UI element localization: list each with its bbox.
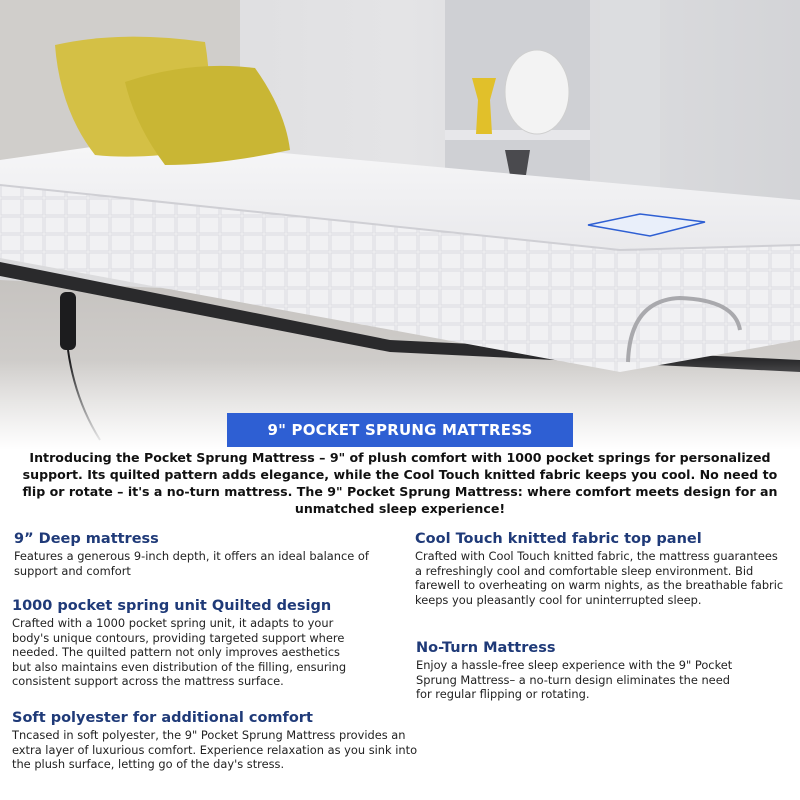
feature-title: 9” Deep mattress bbox=[14, 531, 159, 547]
feature-body: Crafted with Cool Touch knitted fabric, the mattress guarantees a refreshingly cool and comfortable sleep environment. Bid farewell to overheating on warm nights, as the breathable fabric keeps you pleasantly cool for uninterrupted sleep. bbox=[415, 549, 784, 607]
feature-pocket-spring bbox=[12, 596, 362, 689]
banner-title: 9" POCKET SPRUNG MATTRESS bbox=[267, 421, 533, 439]
title-banner bbox=[227, 413, 573, 447]
feature-body: Tncased in soft polyester, the 9" Pocket Sprung Mattress provides an extra layer of luxurious comfort. Experience relaxation as you sink into the plush surface, letting go of the day's stress. bbox=[12, 728, 418, 772]
feature-body: Features a generous 9-inch depth, it offers an ideal balance of support and comfort bbox=[14, 549, 369, 578]
feature-cool-touch bbox=[415, 529, 785, 607]
feature-soft-polyester bbox=[12, 708, 432, 772]
feature-title: No-Turn Mattress bbox=[416, 640, 556, 656]
feature-deep-mattress bbox=[14, 529, 394, 578]
remote-control-icon bbox=[60, 292, 76, 350]
feature-no-turn bbox=[416, 638, 746, 702]
feature-title: Cool Touch knitted fabric top panel bbox=[415, 531, 702, 547]
feature-title: Soft polyester for additional comfort bbox=[12, 710, 313, 726]
white-vase-icon bbox=[505, 50, 569, 134]
feature-title: 1000 pocket spring unit Quilted design bbox=[12, 598, 332, 614]
feature-body: Crafted with a 1000 pocket spring unit, it adapts to your body's unique contours, providing targeted support where needed. The quilted pattern not only improves aesthetics but also maintains even distribution of the filling, ensuring consistent support across the mattress surface. bbox=[12, 616, 347, 689]
intro-paragraph: Introducing the Pocket Sprung Mattress – 9" of plush comfort with 1000 pocket springs for personalized support. Its quilted pattern adds elegance, while the Cool Touch knitted fabric keeps you cool. No need to flip or rotate – it's a no-turn mattress. The 9" Pocket Sprung Mattress: where comfort meets design for an unmatched sleep experience! bbox=[22, 450, 778, 516]
feature-body: Enjoy a hassle-free sleep experience with the 9" Pocket Sprung Mattress– a no-turn design eliminates the need for regular flipping or rotating. bbox=[416, 658, 733, 702]
